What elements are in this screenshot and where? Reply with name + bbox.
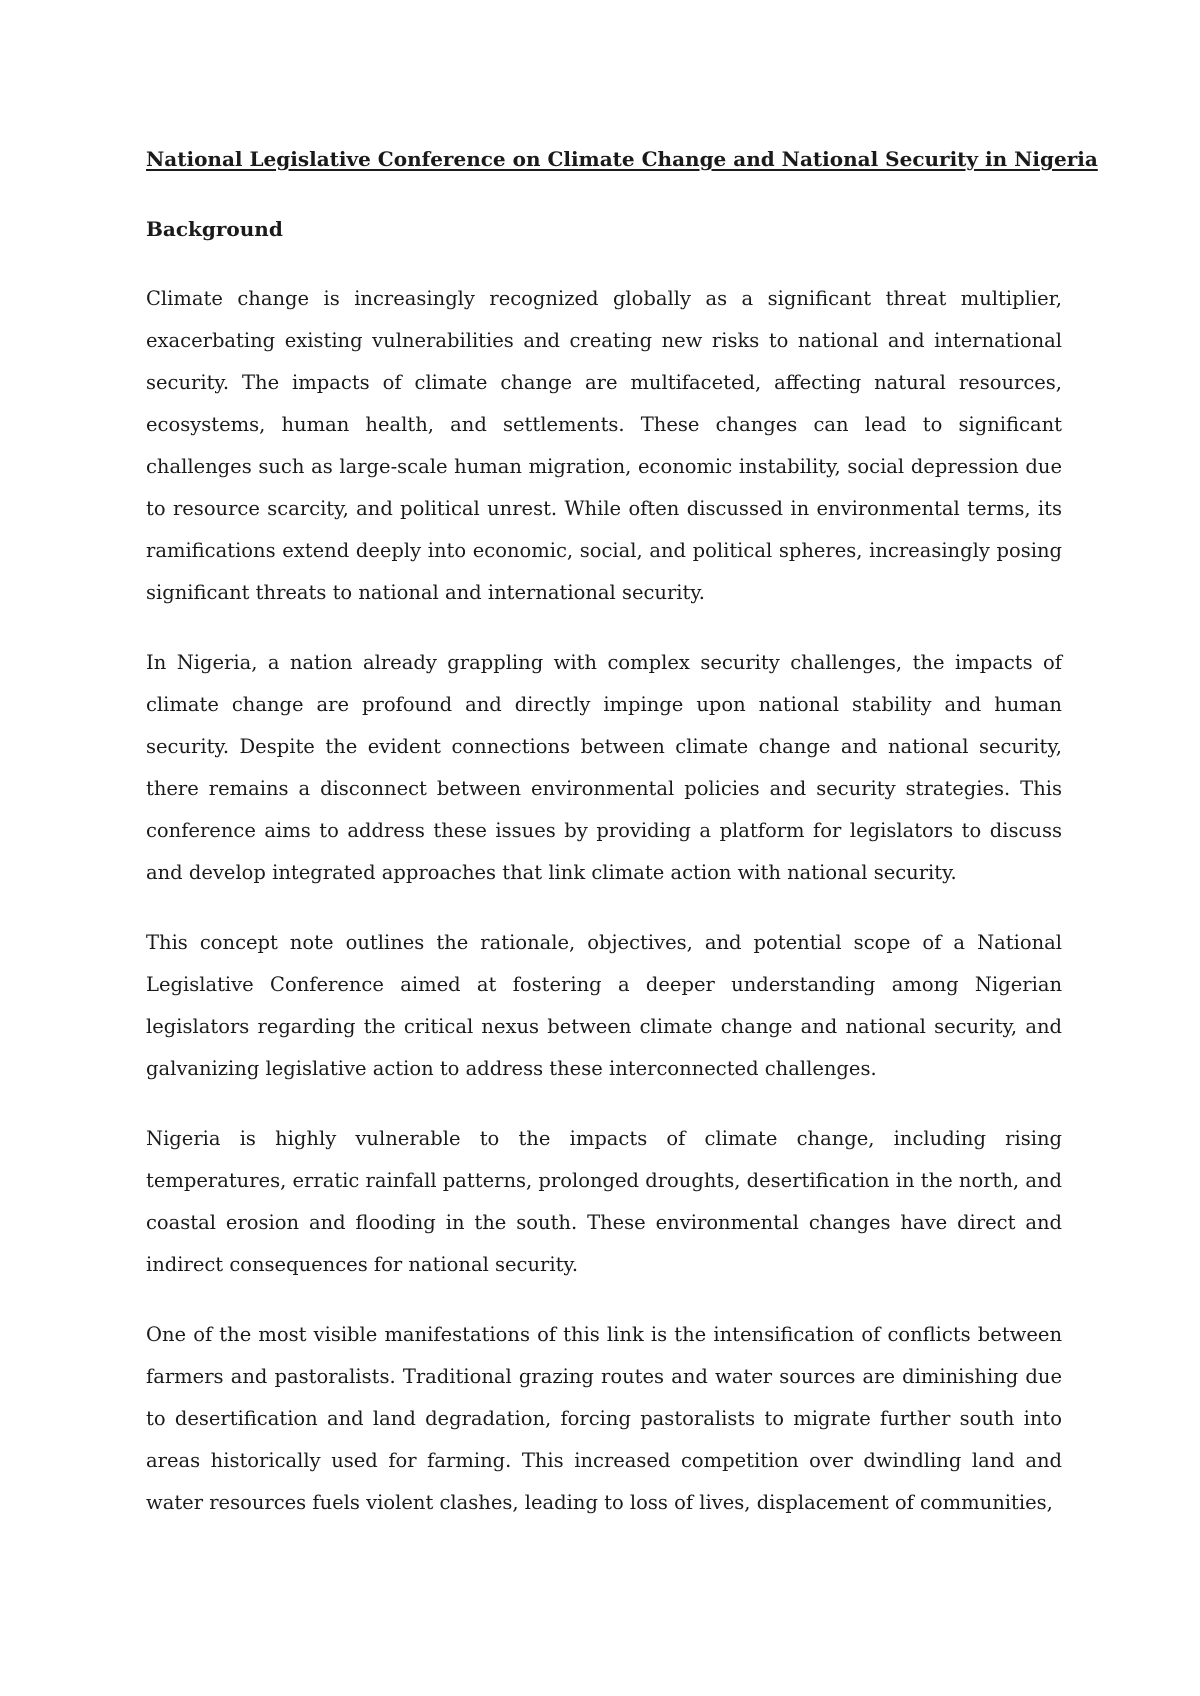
paragraph-1: Climate change is increasingly recognized globally as a significant threat multiplier, exacerbating existing vulnerabilities and creating new risks to national and international security. The impacts of climate change are multifaceted, affecting natural resources, ecosystems, human health, and settlements. These changes can lead to significant challenges such as large-scale human migration, economic instability, social depression due to resource scarcity, and political unrest. While often discussed in environmental terms, its ramifications extend deeply into economic, social, and political spheres, increasingly posing significant threats to national and international security. [146, 287, 1062, 604]
section-heading-background: Background [146, 217, 283, 241]
document-body [146, 138, 1098, 1524]
paragraph-5: One of the most visible manifestations of this link is the intensification of conflicts between farmers and pastoralists. Traditional grazing routes and water sources are diminishing due to desertification and land degradation, forcing pastoralists to migrate further south into areas historically used for farming. This increased competition over dwindling land and water resources fuels violent clashes, leading to loss of lives, displacement of communities, [146, 1323, 1062, 1514]
paragraph-3: This concept note outlines the rationale, objectives, and potential scope of a National Legislative Conference aimed at fostering a deeper understanding among Nigerian legislators regarding the critical nexus between climate change and national security, and galvanizing legislative action to address these interconnected challenges. [146, 931, 1062, 1080]
paragraph-4: Nigeria is highly vulnerable to the impacts of climate change, including rising temperatures, erratic rainfall patterns, prolonged droughts, desertification in the north, and coastal erosion and flooding in the south. These environmental changes have direct and indirect consequences for national security. [146, 1127, 1062, 1276]
document-title: National Legislative Conference on Climate Change and National Security in Nigeria [146, 147, 1098, 171]
paragraph-2: In Nigeria, a nation already grappling with complex security challenges, the impacts of climate change are profound and directly impinge upon national stability and human security. Despite the evident connections between climate change and national security, there remains a disconnect between environmental policies and security strategies. This conference aims to address these issues by providing a platform for legislators to discuss and develop integrated approaches that link climate action with national security. [146, 651, 1062, 884]
